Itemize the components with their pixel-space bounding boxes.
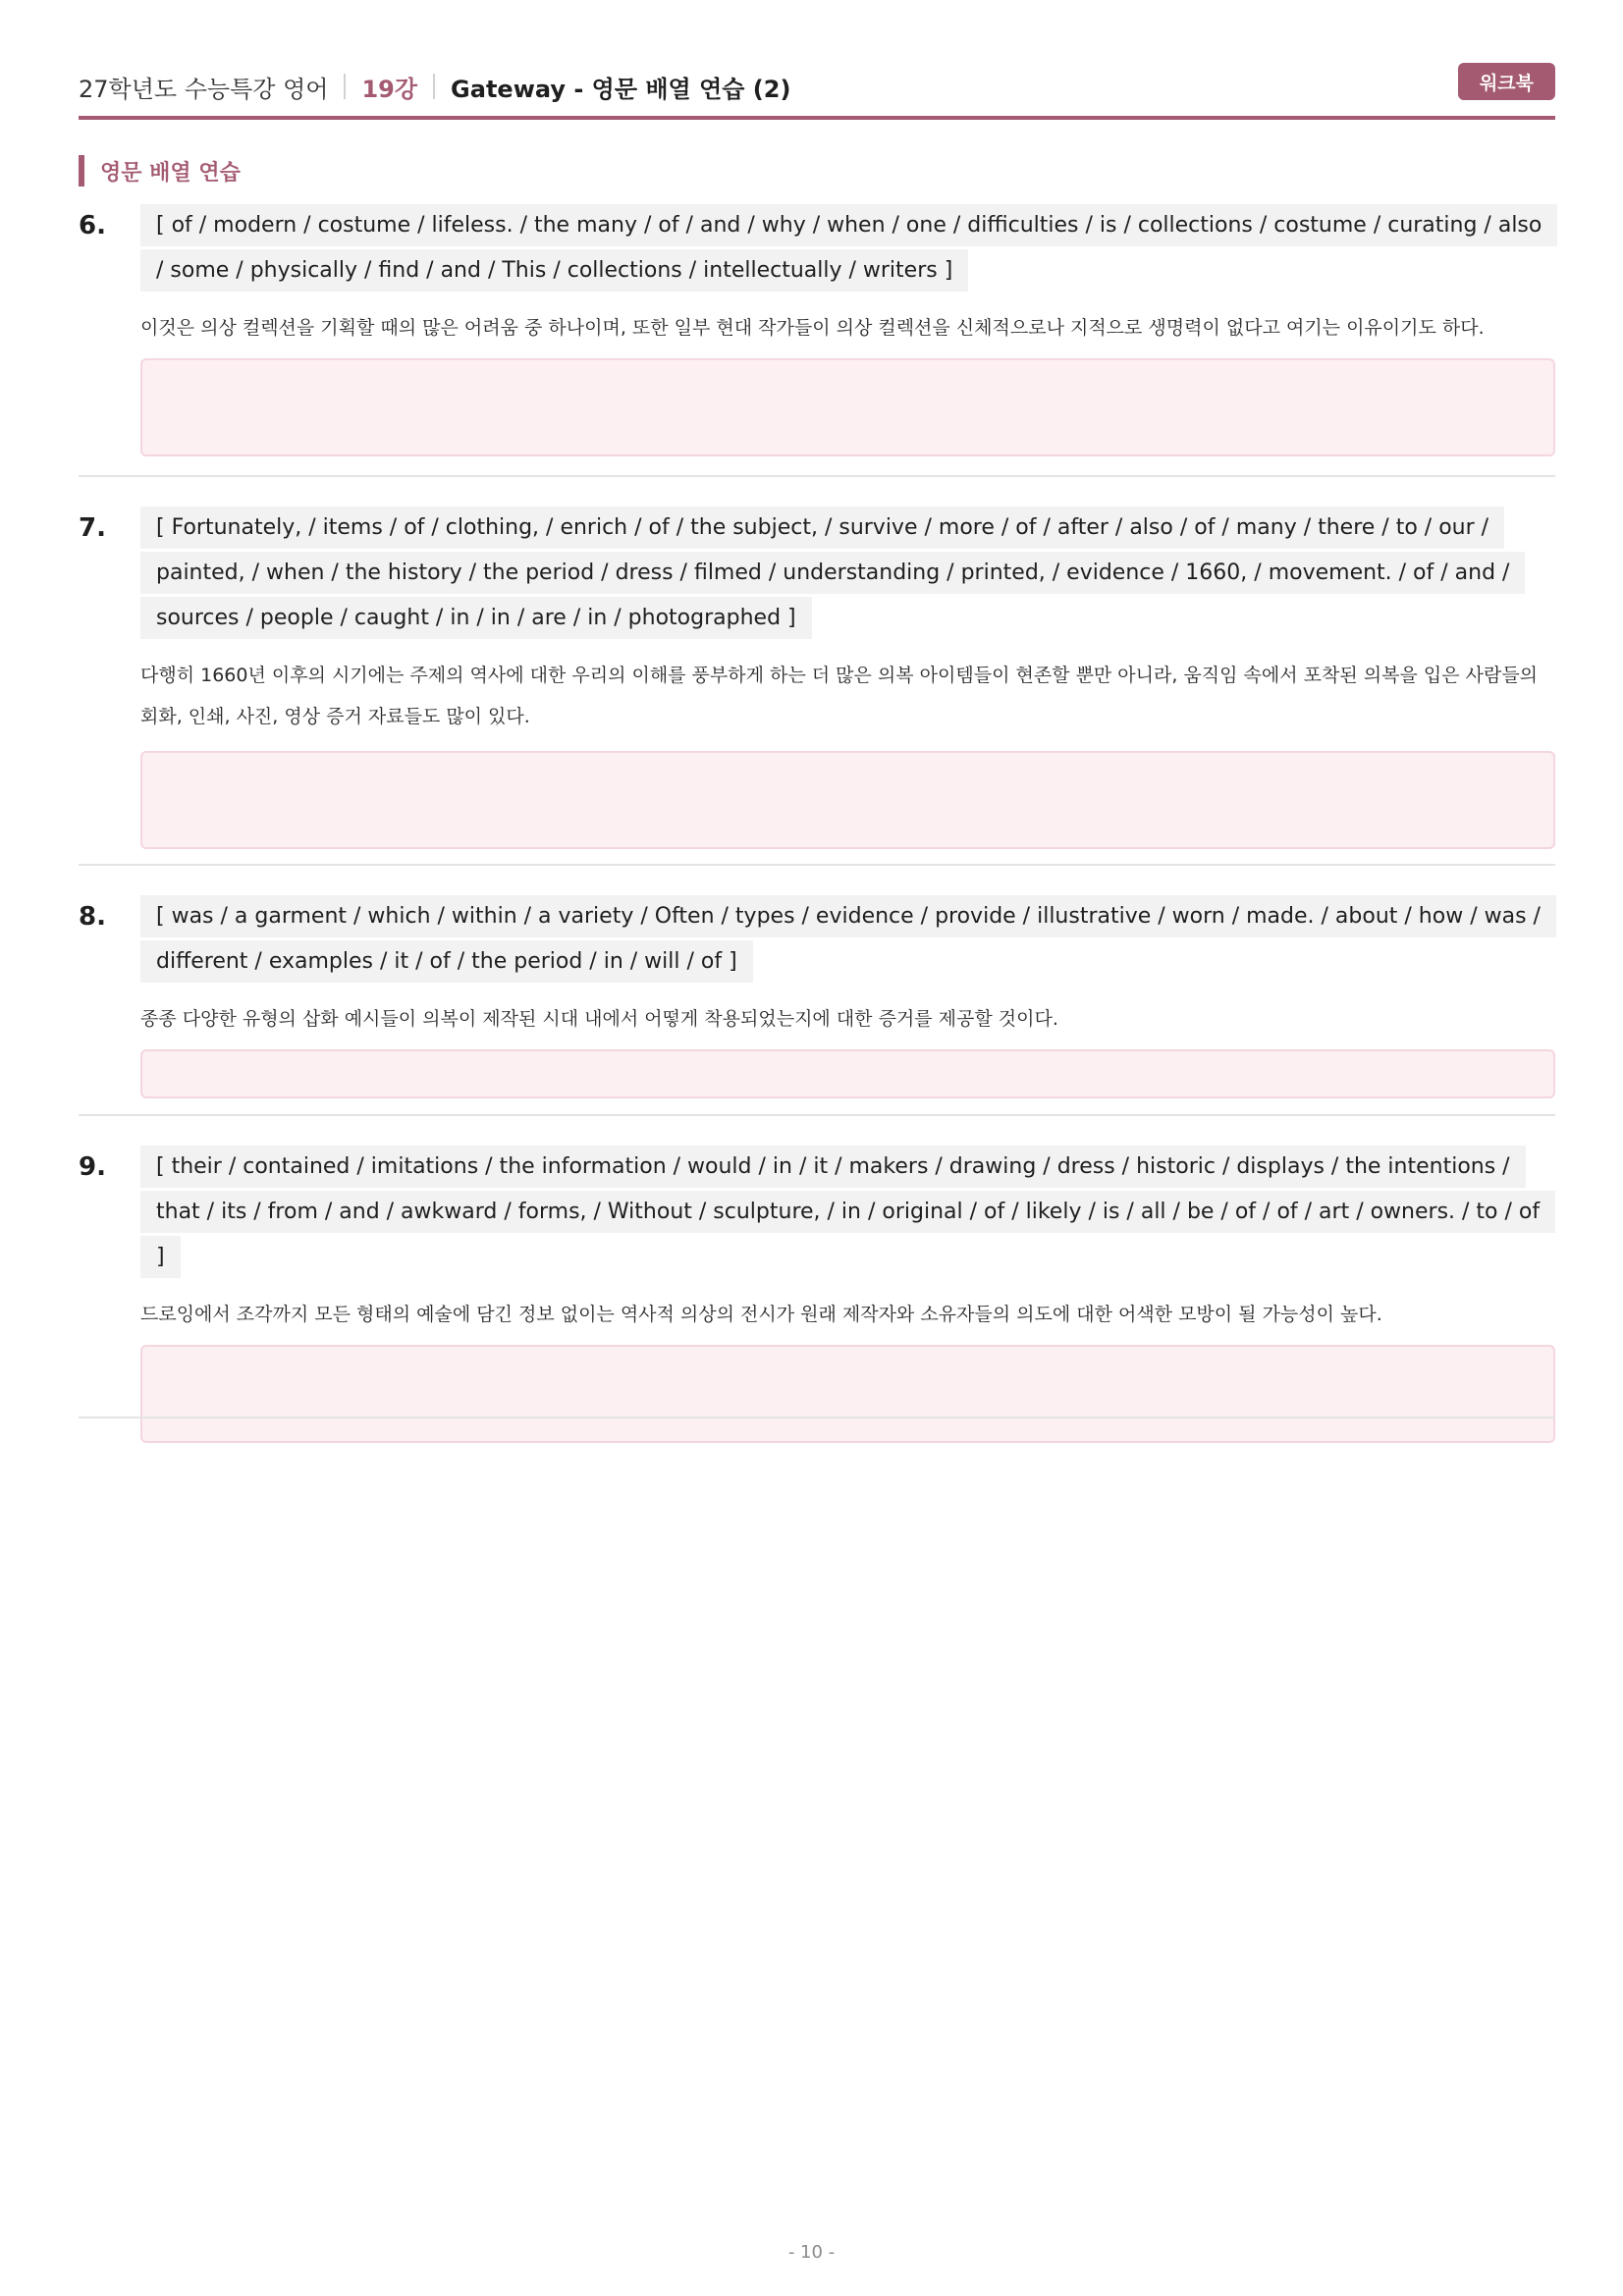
question-number: 6. [79, 211, 106, 240]
section-heading [79, 155, 241, 187]
korean-translation: 이것은 의상 컬렉션을 기획할 때의 많은 어려움 중 하나이며, 또한 일부 현대 작가들이 의상 컬렉션을 신체적으로나 지적으로 생명력이 없다고 여기는 이유이기도 하다. [140, 317, 1485, 339]
word-bank [140, 203, 1555, 294]
word-bank-text: [ was / a garment / which / within / a variety / Often / types / evidence / provide / illustrative / worn / made. / about / how / was / different / examples / it / of / the period / in / will / of ] [140, 895, 1556, 983]
question-body [140, 203, 1555, 456]
question-number: 9. [79, 1152, 106, 1182]
page-title: Gateway - 영문 배열 연습 (2) [451, 75, 791, 103]
korean-translation: 다행히 1660년 이후의 시기에는 주제의 역사에 대한 우리의 이해를 풍부하게 하는 더 많은 의복 아이템들이 현존할 뿐만 아니라, 움직임 속에서 포착된 의복을 입은 사람들의 회화, 인쇄, 사진, 영상 증거 자료들도 많이 있다. [140, 665, 1539, 727]
course-name: 27학년도 수능특강 영어 [79, 75, 329, 103]
worksheet-page [79, 0, 1555, 2296]
workbook-badge: 워크북 [1458, 63, 1555, 100]
word-bank-text: [ Fortunately, / items / of / clothing, / enrich / of / the subject, / survive / more / of / after / also / of / many / there / to / our / painted, / when / the history / the period / dress / filmed / understanding / printed, / evidence / 1660, / movement. / of / and / sources / people / caught / in / in / are / in / photographed ] [140, 507, 1525, 639]
question-body [140, 506, 1555, 849]
page-header [79, 61, 1555, 112]
answer-box[interactable] [140, 751, 1555, 849]
question-number: 8. [79, 902, 106, 932]
answer-box[interactable] [140, 358, 1555, 456]
item-divider [79, 1416, 1555, 1418]
header-separator [433, 74, 435, 99]
answer-box[interactable] [140, 1049, 1555, 1098]
word-bank [140, 506, 1555, 641]
section-title: 영문 배열 연습 [100, 160, 241, 186]
header-rule [79, 116, 1555, 120]
question-body [140, 894, 1555, 1098]
word-bank-text: [ their / contained / imitations / the information / would / in / it / makers / drawing / dress / historic / displays / the intentions / that / its / from / and / awkward / forms, / Without / sculpture, / in / original / of / likely / is / all / be / of / of / art / owners. / to / of ] [140, 1146, 1555, 1278]
section-accent-bar [79, 155, 84, 187]
question-number: 7. [79, 513, 106, 543]
korean-translation: 종종 다양한 유형의 삽화 예시들이 의복이 제작된 시대 내에서 어떻게 착용되었는지에 대한 증거를 제공할 것이다. [140, 1008, 1058, 1030]
item-divider [79, 1114, 1555, 1116]
word-bank [140, 1145, 1555, 1280]
answer-box[interactable] [140, 1345, 1555, 1443]
word-bank-text: [ of / modern / costume / lifeless. / the many / of / and / why / when / one / difficulties / is / collections / costume / curating / also / some / physically / find / and / This / collections / intellectually / writers ] [140, 204, 1557, 292]
lesson-number: 19강 [361, 75, 418, 103]
item-divider [79, 864, 1555, 866]
korean-translation: 드로잉에서 조각까지 모든 형태의 예술에 담긴 정보 없이는 역사적 의상의 전시가 원래 제작자와 소유자들의 의도에 대한 어색한 모방이 될 가능성이 높다. [140, 1304, 1382, 1325]
item-divider [79, 475, 1555, 477]
header-separator [344, 74, 346, 99]
question-body [140, 1145, 1555, 1443]
word-bank [140, 894, 1555, 985]
page-number: - 10 - [787, 2242, 836, 2263]
